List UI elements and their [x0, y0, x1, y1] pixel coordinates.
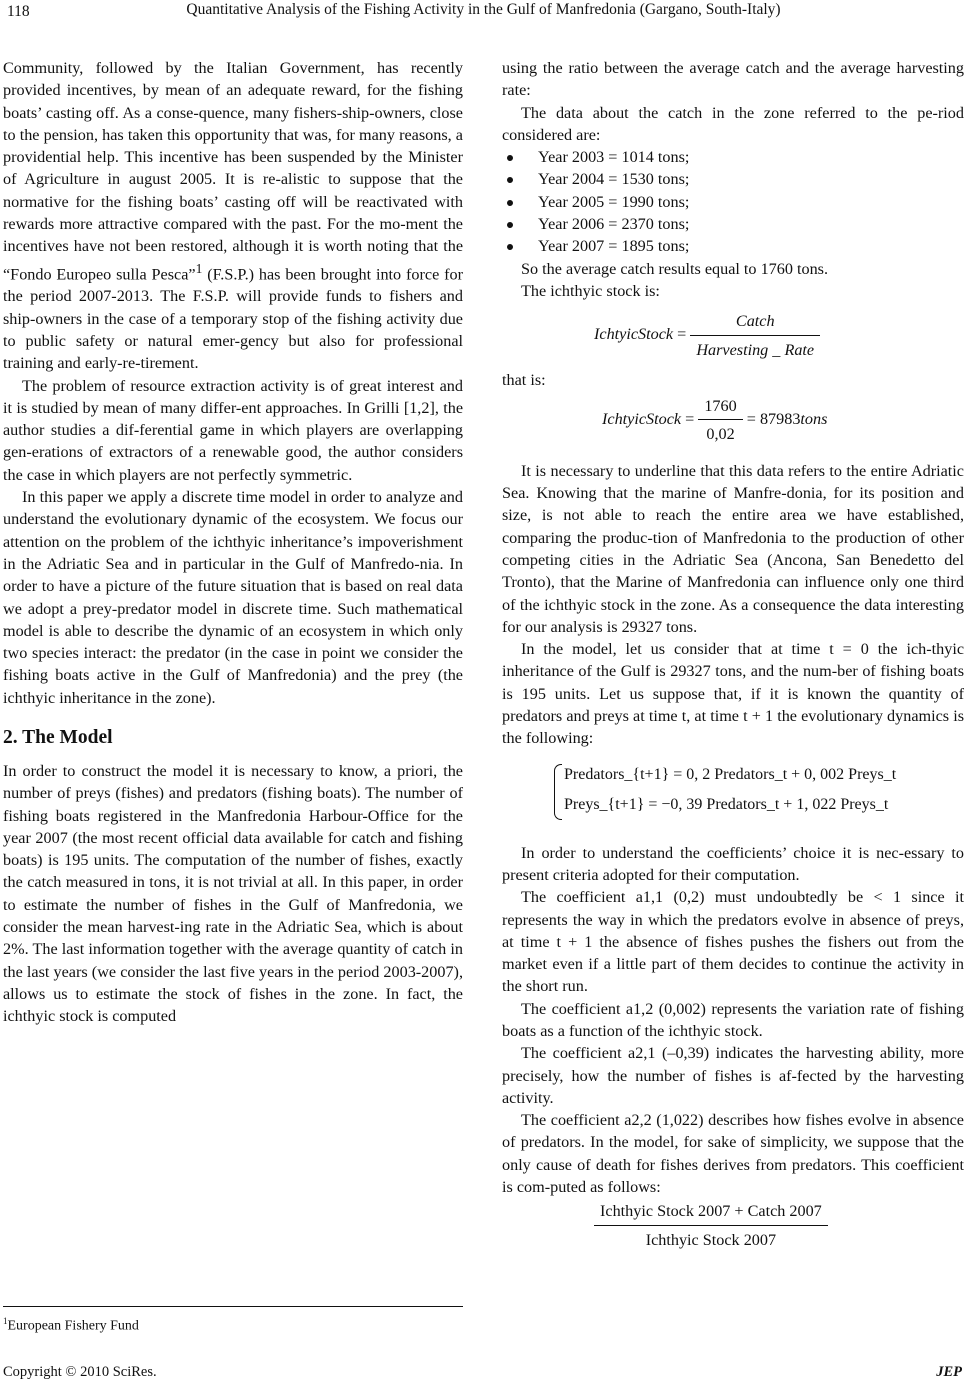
paragraph: The coefficient a1,1 (0,2) must undoubtedly be < 1 since it represents the way in which the predators evolve in absence of preys, at time t + 1 the absence of fishes pushes the fishers out from the market even if a little part of them decides to continue the activity in the short run.	[502, 888, 964, 996]
paragraph: The coefficient a2,1 (–0,39) indicates the harvesting ability, more precisely, how the number of fishes is af-fected by the harvesting activity.	[502, 1044, 964, 1107]
fraction: $\frac{\text{Ichthyic Stock 2007 + Catch 2007}}{\text{Ichthyic Stock 2007}}$	[594, 1200, 828, 1251]
paragraph: In order to construct the model it is necessary to know, a priori, the number of preys (fishes) and predators (fishing boats). The number of fishing boats registered in the Manfredonia Harbour-Office for the year 2007 (the most recent official data available for catch and fishing boats) is 195 units. The computation of the number of fishes, exactly the catch measured in tons, it is not trivial at all. In this paper, in order to estimate the number of fishes in the Gulf of Manfredonia, we consider the mean harvest-ing rate in the Adriatic Sea, which is about 2%. The last information together with the average quantity of catch in the last years (we consider the last five years in the period 2003-2007), allows us to estimate the stock of fishes in the zone. In fact, the ichthyic stock is computed	[3, 762, 463, 1026]
paragraph: In the model, let us consider that at time t = 0 the ich-thyic inheritance of the Gulf is 29327 tons, and the num-ber of fishing boats is 195 units. Let us suppose that, if it is known the quantity of predators and preys at time t, at time t + 1 the evolutionary dynamics is the following:	[502, 640, 964, 748]
paragraph: So the average catch results equal to 1760 tons.	[521, 259, 829, 278]
footnote-marker: 1	[195, 260, 203, 276]
page-number: 118	[7, 3, 30, 20]
equation-coefficient	[594, 1200, 964, 1251]
journal-abbrev: JEP	[936, 1364, 962, 1380]
list-item: Year 2005 = 1990 tons;	[502, 191, 964, 213]
page-header	[0, 0, 967, 24]
paragraph: The coefficient a2,2 (1,022) describes how fishes evolve in absence of predators. In the model, for sake of simplicity, we suppose that the only cause of death for fishes derives from predators. This coefficient is com-puted as follows:	[502, 1111, 964, 1197]
footnote: $^1$European Fishery Fund	[3, 1316, 139, 1334]
left-column	[3, 57, 463, 1028]
fraction: $\frac{\text{Catch}}{\text{Harvesting \_ Rate}}$	[690, 310, 820, 361]
dynamics-system	[554, 760, 964, 826]
paragraph: The problem of resource extraction activity is of great interest and it is studied by mean of many differ-ent approaches. In Grilli [1,2], the author studies a dif-ferential game in which players are overlapping gen-erations of extractors of a renewable good, the author considers the case in which players are not perfectly symmetric.	[3, 376, 463, 484]
system-row-preys: Preys_{t+1} = −0, 39 Predators_t + 1, 022 Preys_t	[564, 795, 889, 813]
section-heading: 2. The Model	[3, 727, 113, 748]
paragraph: Community, followed by the Italian Government, has recently provided incentives, by mean of an adequate reward, for the fishing boats’ casting off. As a conse-quence, many fishers-ship-owners, close to the pension, has taken this opportunity that was, for many reasons, a providential help. This incentive has been suspended by the Minister of Agriculture in august 2005. It is re-alistic to suppose that the normative for the fishing boats’ casting off will be reactivated with rewards more attractive compared with the past. For the mo-ment the incentives have not been restored, although it is worth noting that the “Fondo Europeo sulla Pesca”$^1$ (F.S.P.) has been brought into force for the period 2007-2013. The F.S.P. will provide funds to fishers and ship-owners in the case of a temporary stop of the fishing activity due to public safety or natural emer-gency but also for professional training and early-re-tirement.	[3, 59, 463, 373]
paragraph: In order to understand the coefficients’ choice it is nec-essary to present criteria adopted for their computation.	[502, 843, 964, 884]
equation-stock-value: IchtyicStock = $\frac{1760}{0,02}$ = 87983tons	[602, 395, 964, 446]
paragraph: The ichthyic stock is:	[521, 281, 660, 300]
list-item: Year 2006 = 2370 tons;	[502, 213, 964, 235]
fraction: $\frac{1760}{0,02}$	[698, 395, 742, 446]
equation-stock: IchtyicStock = $\frac{\text{Catch}}{\text{Harvesting \_ Rate}}$	[594, 310, 964, 361]
footnote-rule	[3, 1306, 463, 1307]
copyright: Copyright © 2010 SciRes.	[3, 1364, 157, 1380]
paragraph: The data about the catch in the zone referred to the pe-riod considered are:	[502, 103, 964, 144]
list-item: Year 2007 = 1895 tons;	[502, 235, 964, 257]
system-row-predators: Predators_{t+1} = 0, 2 Predators_t + 0, 002 Preys_t	[564, 765, 897, 783]
list-item: Year 2003 = 1014 tons;	[502, 146, 964, 168]
paragraph: using the ratio between the average catch and the average harvesting rate:	[502, 59, 964, 100]
list-item: Year 2004 = 1530 tons;	[502, 168, 964, 190]
catch-list	[502, 146, 964, 257]
paragraph: It is necessary to underline that this data refers to the entire Adriatic Sea. Knowing that the marine of Manfre-donia, for its position and size, is not able to reach the entire area we have established, comparing the produc-tion of Manfredonia to the production of other competing cities in the Adriatic Sea (Ancona, San Benedetto del Tronto), that the Marine of Manfredonia can influence only one third of the ichthyic stock in the zone. As a consequence the data interesting for our analysis is 29327 tons.	[502, 461, 964, 636]
paragraph: In this paper we apply a discrete time model in order to analyze and understand the evolutionary dynamic of the ecosystem. We focus our attention on the problem of the ichthyic inheritance’s impoverishment in the Adriatic Sea and in particular in the Gulf of Manfredo-nia. In order to have a picture of the future situation that is based on real data we adopt a prey-predator model in discrete time. Such mathematical model is able to describe the dynamic of an ecosystem in which only two species interact: the predator (in the case in point we consider the fishing boats active in the Gulf of Manfredonia) and the prey (the ichthyic inheritance in the zone).	[3, 488, 463, 707]
running-title: Quantitative Analysis of the Fishing Activity in the Gulf of Manfredonia (Gargano, South-Italy)	[186, 1, 781, 18]
paragraph: that is:	[502, 370, 546, 389]
paragraph: The coefficient a1,2 (0,002) represents the variation rate of fishing boats as a function of the ichthyic stock.	[502, 999, 964, 1040]
right-column	[502, 57, 964, 1251]
left-brace	[554, 764, 562, 820]
